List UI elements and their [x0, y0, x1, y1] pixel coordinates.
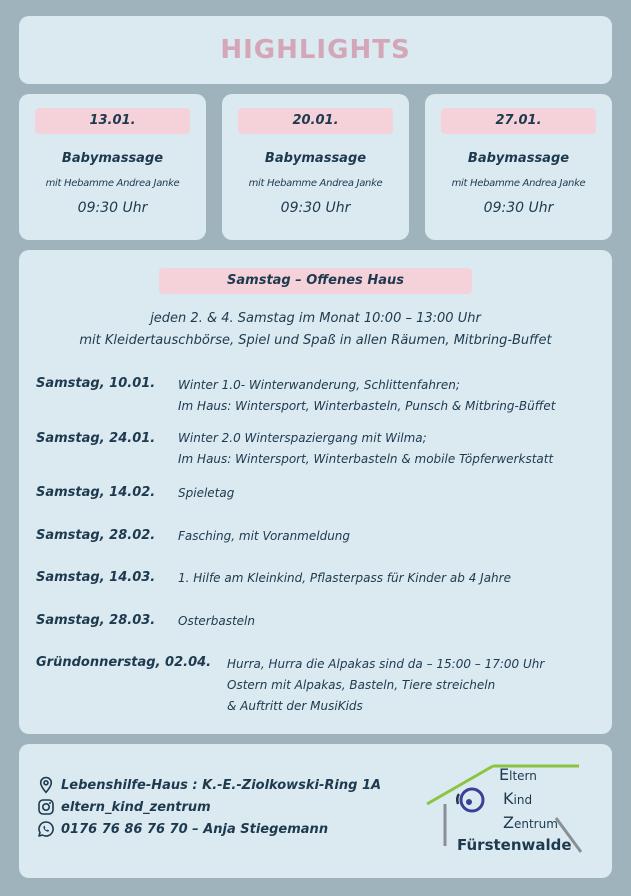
svg-text:Zentrum — [503, 813, 558, 832]
event-card — [425, 94, 612, 240]
instagram-icon — [37, 798, 55, 816]
svg-text:Eltern — [499, 765, 537, 784]
event-date: 20.01. — [238, 108, 393, 134]
location-pin-icon — [37, 776, 55, 794]
event-host: mit Hebamme Andrea Janke — [451, 178, 586, 189]
event-host: mit Hebamme Andrea Janke — [248, 178, 383, 189]
logo-initial-k: K — [503, 789, 514, 808]
event-name: Babymassage — [467, 151, 570, 166]
schedule-row-date: Gründonnerstag, 02.04. — [36, 655, 212, 670]
svg-text:Kind — [503, 789, 532, 808]
logo-city: Fürstenwalde — [457, 836, 572, 854]
event-card — [19, 94, 206, 240]
phone-line[interactable] — [37, 820, 328, 838]
schedule-row-line: Fasching, mit Voranmeldung — [178, 529, 351, 543]
schedule-row-line: & Auftritt der MusiKids — [227, 699, 363, 713]
schedule-row-date: Samstag, 28.02. — [36, 528, 156, 543]
schedule-intro-line: jeden 2. & 4. Samstag im Monat 10:00 – 13:00 Uhr — [150, 311, 481, 326]
event-host: mit Hebamme Andrea Janke — [45, 178, 180, 189]
instagram-line[interactable] — [37, 798, 211, 816]
address-text: Lebenshilfe-Haus : K.-E.-Ziolkowski-Ring 1A — [61, 777, 382, 793]
schedule-row-date: Samstag, 28.03. — [36, 613, 156, 628]
schedule-row-description — [178, 526, 350, 547]
address-line — [37, 776, 381, 794]
event-time: 09:30 Uhr — [483, 200, 554, 216]
event-name: Babymassage — [264, 151, 367, 166]
schedule-row-date: Samstag, 14.02. — [36, 485, 156, 500]
schedule-row-date: Samstag, 14.03. — [36, 570, 156, 585]
logo-initial-z: Z — [503, 813, 514, 832]
logo-word-zentrum: entrum — [513, 817, 558, 831]
schedule-row-description — [178, 375, 555, 417]
logo-word-eltern: ltern — [509, 769, 537, 783]
schedule-intro-line: mit Kleidertauschbörse, Spiel und Spaß in allen Räumen, Mitbring-Buffet — [79, 333, 552, 348]
schedule-row-description — [178, 428, 553, 470]
schedule-row-line: Winter 1.0- Winterwanderung, Schlittenfahren; — [178, 378, 460, 392]
page-title: HIGHLIGHTS — [220, 35, 411, 65]
schedule-row-line: Winter 2.0 Winterspaziergang mit Wilma; — [178, 431, 427, 445]
schedule-row-line: Spieletag — [178, 486, 235, 500]
footer-card — [19, 744, 612, 878]
schedule-row-line: Hurra, Hurra die Alpakas sind da – 15:00 – 17:00 Uhr — [227, 657, 545, 671]
schedule-row-line: 1. Hilfe am Kleinkind, Pflasterpass für Kinder ab 4 Jahre — [178, 571, 511, 585]
phone-text[interactable]: 0176 76 86 76 70 – Anja Stiegemann — [61, 821, 329, 837]
schedule-row-date: Samstag, 24.01. — [36, 431, 156, 446]
schedule-row-description — [227, 654, 544, 717]
event-time: 09:30 Uhr — [280, 200, 351, 216]
schedule-row-description — [178, 568, 511, 589]
eltern-kind-zentrum-logo — [423, 760, 591, 860]
schedule-card — [19, 250, 612, 734]
logo-word-kind: ind — [513, 793, 533, 807]
event-date: 13.01. — [35, 108, 190, 134]
schedule-row-description — [178, 611, 255, 632]
schedule-row-description — [178, 483, 234, 504]
event-date: 27.01. — [441, 108, 596, 134]
logo-initial-e: E — [499, 765, 510, 784]
instagram-handle[interactable]: eltern_kind_zentrum — [61, 799, 211, 815]
schedule-heading: Samstag – Offenes Haus — [159, 268, 472, 294]
event-card — [222, 94, 409, 240]
event-name: Babymassage — [61, 151, 164, 166]
title-card — [19, 16, 612, 84]
event-time: 09:30 Uhr — [77, 200, 148, 216]
schedule-row-line: Ostern mit Alpakas, Basteln, Tiere streicheln — [227, 678, 496, 692]
schedule-row-line: Im Haus: Wintersport, Winterbasteln & mobile Töpferwerkstatt — [178, 452, 554, 466]
schedule-row-date: Samstag, 10.01. — [36, 376, 156, 391]
whatsapp-icon — [37, 820, 55, 838]
schedule-row-line: Osterbasteln — [178, 614, 255, 628]
schedule-row-line: Im Haus: Wintersport, Winterbasteln, Punsch & Mitbring-Büffet — [178, 399, 556, 413]
